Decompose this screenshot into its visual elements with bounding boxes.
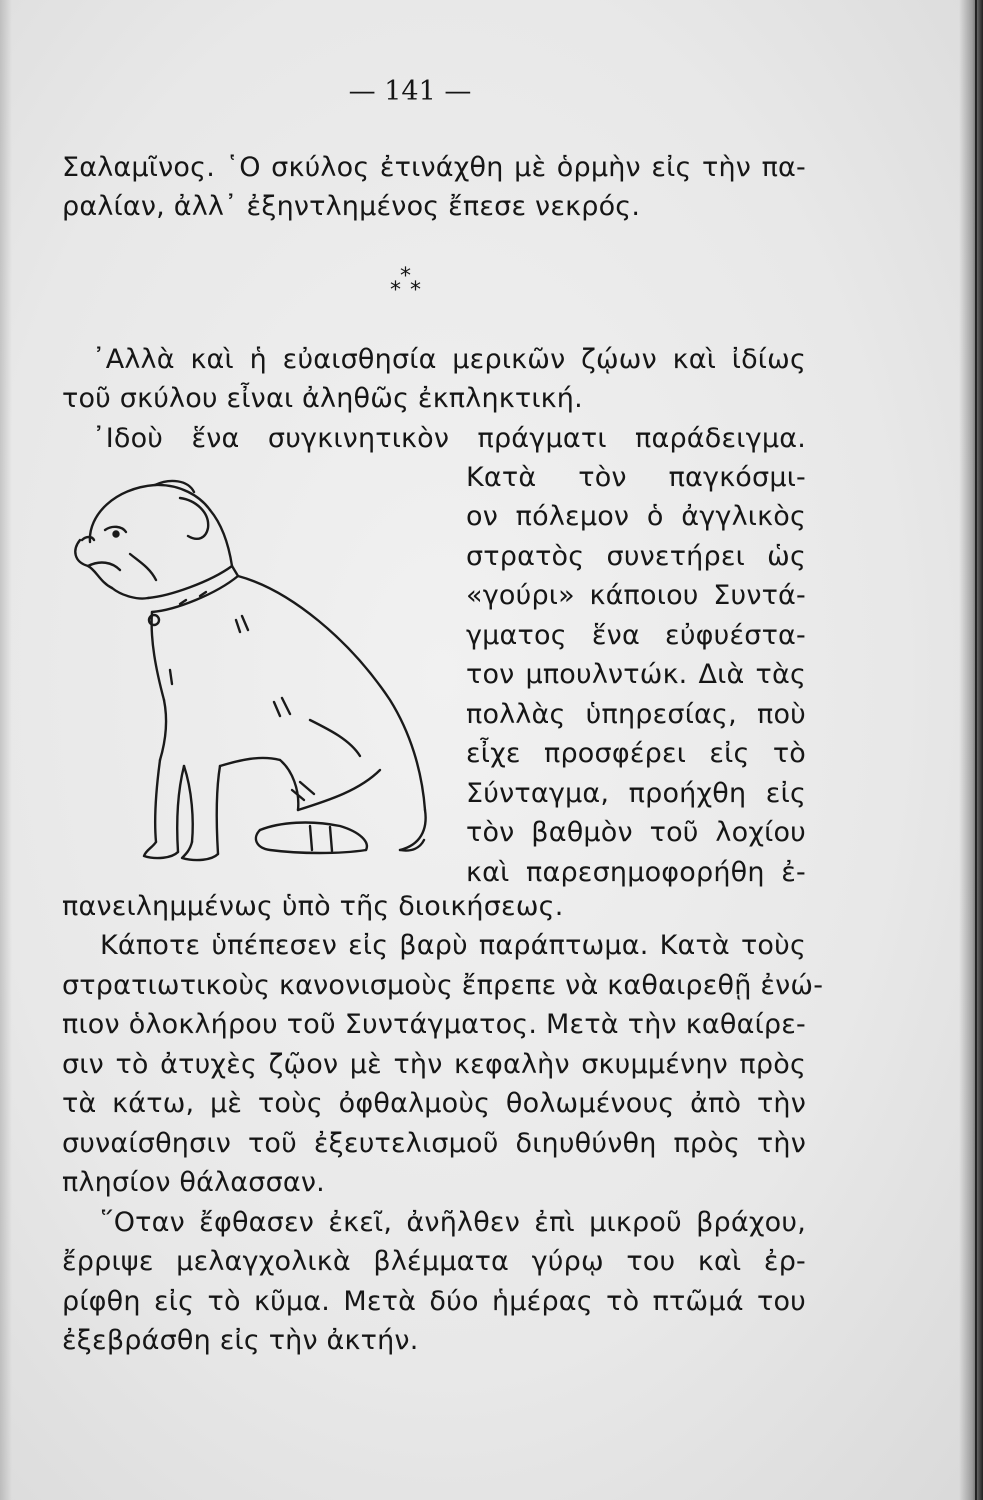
text-line-1: Σαλαμῖνος. ῾Ο σκύλος ἐτινάχθη μὲ ὁρμὴν εἰς τὴν πα- — [62, 152, 806, 183]
text-line-3: ᾽Αλλὰ καὶ ἡ εὐαισθησία μερικῶν ζῴων καὶ ἰδίως — [92, 344, 806, 375]
book-page: — 141 — Σαλαμῖνος. ῾Ο σκύλος ἐτινάχθη μὲ ὁρμὴν εἰς τὴν πα- ραλίαν, ἀλλ᾽ ἐξηντλημένος ἔπεσε νεκρός. * * * ᾽Αλλὰ καὶ ἡ εὐαισθησία μερικῶν ζῴων καὶ ἰδίως τοῦ σκύλου εἶναι ἀληθῶς ἐκπληκτική. ᾽Ιδοὺ ἕνα συγκινητικὸν πράγματι παράδειγμα. Κατὰ τὸν παγκόσμι- ον πόλεμον ὁ ἀγγλικὸς στρατὸς συνετήρει ὡς «γούρι» κάποιου Συντά- γματος ἕνα εὐφυέστα- τον μπουλντώκ. Διὰ τὰς πολλὰς ὑπηρεσίας, ποὺ εἶχε προσφέρει εἰς τὸ Σύνταγμα, προήχθη εἰς τὸν βαθμὸν τοῦ λοχίου καὶ παρεσημοφορήθη ἐ- πανειλημμένως ὑπὸ τῆς διοικήσεως. Κάποτε ὑπέπεσεν εἰς βαρὺ παράπτωμα. Κατὰ τοὺς στρατιωτικοὺς κανονισμοὺς ἔπρεπε νὰ καθαιρεθῇ ἐνώ- πιον ὁλοκλήρου τοῦ Συντάγματος. Μετὰ τὴν καθαίρε- σιν τὸ ἀτυχὲς ζῷον μὲ τὴν κεφαλὴν σκυμμένην πρὸς τὰ κάτω, μὲ τοὺς ὀφθαλμοὺς θολωμένους ἀπὸ τὴν συναίσθησιν τοῦ ἐξευτελισμοῦ διηυθύνθη πρὸς τὴν πλησίον θάλασσαν. ῞Οταν ἔφθασεν ἐκεῖ, ἀνῆλθεν ἐπὶ μικροῦ βράχου, ἔρριψε μελαγχολικὰ βλέμματα γύρῳ του καὶ ἐρ- ρίφθη εἰς τὸ κῦμα. Μετὰ δύο ἡμέρας τὸ πτῶμά του ἐξεβράσθη εἰς τὴν ἀκτήν. — [0, 0, 983, 1500]
text-line-11: τον μπουλντώκ. Διὰ τὰς — [466, 659, 806, 690]
text-line-9: «γούρι» κάποιου Συντά- — [466, 580, 806, 611]
text-line-22: τὰ κάτω, μὲ τοὺς ὀφθαλμοὺς θολωμένους ἀπὸ τὴν — [62, 1088, 806, 1119]
text-line-15: τὸν βαθμὸν τοῦ λοχίου — [466, 817, 806, 848]
text-line-6: Κατὰ τὸν παγκόσμι- — [466, 462, 806, 493]
text-line-25: ῞Οταν ἔφθασεν ἐκεῖ, ἀνῆλθεν ἐπὶ μικροῦ βράχου, — [100, 1207, 806, 1238]
text-line-28: ἐξεβράσθη εἰς τὴν ἀκτήν. — [62, 1325, 419, 1356]
text-line-12: πολλὰς ὑπηρεσίας, ποὺ — [466, 699, 806, 730]
page-gutter-shadow — [0, 0, 12, 1500]
text-line-2: ραλίαν, ἀλλ᾽ ἐξηντλημένος ἔπεσε νεκρός. — [62, 191, 641, 222]
text-line-23: συναίσθησιν τοῦ ἐξευτελισμοῦ διηυθύνθη πρὸς τὴν — [62, 1128, 806, 1159]
bulldog-illustration — [60, 470, 460, 890]
text-line-24: πλησίον θάλασσαν. — [62, 1167, 325, 1198]
text-line-26: ἔρριψε μελαγχολικὰ βλέμματα γύρῳ του καὶ ἐρ- — [62, 1246, 806, 1277]
text-line-5: ᾽Ιδοὺ ἕνα συγκινητικὸν πράγματι παράδειγμα. — [92, 423, 806, 454]
text-line-20: πιον ὁλοκλήρου τοῦ Συντάγματος. Μετὰ τὴν καθαίρε- — [62, 1009, 806, 1040]
text-line-16: καὶ παρεσημοφορήθη ἐ- — [466, 857, 806, 888]
text-line-10: γματος ἕνα εὐφυέστα- — [466, 620, 806, 651]
page-edge-shadow — [959, 0, 983, 1500]
text-line-14: Σύνταγμα, προήχθη εἰς — [466, 778, 806, 809]
page-edge-line — [975, 0, 977, 1500]
text-line-13: εἶχε προσφέρει εἰς τὸ — [466, 738, 806, 769]
text-line-8: στρατὸς συνετήρει ὡς — [466, 541, 806, 572]
text-line-7: ον πόλεμον ὁ ἀγγλικὸς — [466, 501, 806, 532]
text-line-17: πανειλημμένως ὑπὸ τῆς διοικήσεως. — [62, 891, 564, 922]
text-line-27: ρίφθη εἰς τὸ κῦμα. Μετὰ δύο ἡμέρας τὸ πτῶμά του — [62, 1286, 806, 1317]
text-line-4: τοῦ σκύλου εἶναι ἀληθῶς ἐκπληκτική. — [62, 383, 583, 414]
text-line-18: Κάποτε ὑπέπεσεν εἰς βαρὺ παράπτωμα. Κατὰ τοὺς — [100, 930, 806, 961]
page-number: — 141 — — [348, 76, 472, 107]
text-line-21: σιν τὸ ἀτυχὲς ζῷον μὲ τὴν κεφαλὴν σκυμμένην πρὸς — [62, 1049, 806, 1080]
text-line-19: στρατιωτικοὺς κανονισμοὺς ἔπρεπε νὰ καθαιρεθῇ ἐνώ- — [62, 970, 824, 1001]
